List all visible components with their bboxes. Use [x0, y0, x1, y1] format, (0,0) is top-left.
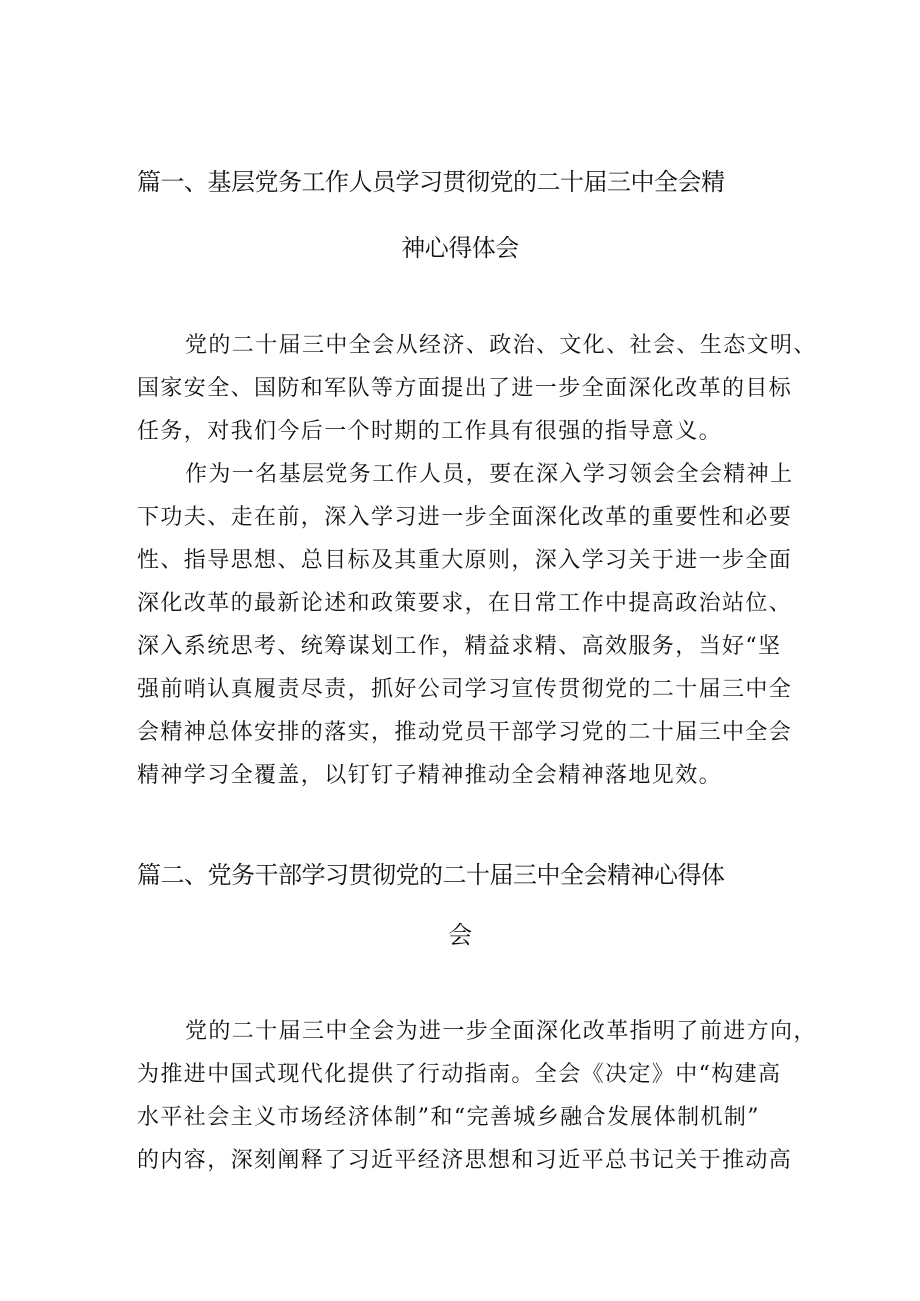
section-2-title-continued: 会: [448, 921, 472, 949]
paragraph-line: 为推进中国式现代化提供了行动指南。全会《决定》中“构建高: [137, 1062, 782, 1087]
section-1-title-continued: 神心得体会: [401, 234, 519, 262]
paragraph-line: 下功夫、走在前，深入学习进一步全面深化改革的重要性和必要: [137, 505, 793, 530]
paragraph-line: 作为一名基层党务工作人员，要在深入学习领会全会精神上: [185, 462, 794, 487]
paragraph-line: 水平社会主义市场经济体制”和“完善城乡融合发展体制机制”: [137, 1105, 760, 1130]
paragraph-line: 性、指导思想、总目标及其重大原则，深入学习关于进一步全面: [137, 548, 793, 573]
paragraph-line: 任务，对我们今后一个时期的工作具有很强的指导意义。: [137, 419, 723, 444]
paragraph-line: 国家安全、国防和军队等方面提出了进一步全面深化改革的目标: [137, 376, 793, 401]
paragraph-line: 深化改革的最新论述和政策要求，在日常工作中提高政治站位、: [137, 591, 793, 616]
section-2-title: 篇二、党务干部学习贯彻党的二十届三中全会精神心得体: [137, 861, 725, 889]
paragraph-line: 会精神总体安排的落实，推动党员干部学习党的二十届三中全会: [137, 720, 793, 745]
paragraph-line: 党的二十届三中全会为进一步全面深化改革指明了前进方向，: [185, 1019, 817, 1044]
paragraph-line: 强前哨认真履责尽责，抓好公司学习宣传贯彻党的二十届三中全: [137, 677, 793, 702]
paragraph-line: 精神学习全覆盖，以钉钉子精神推动全会精神落地见效。: [137, 763, 723, 788]
paragraph-line: 党的二十届三中全会从经济、政治、文化、社会、生态文明、: [185, 333, 817, 358]
paragraph-line: 深入系统思考、统筹谋划工作，精益求精、高效服务，当好“坚: [137, 634, 782, 659]
paragraph-line: 的内容，深刻阐释了习近平经济思想和习近平总书记关于推动高: [137, 1148, 793, 1173]
section-1-title: 篇一、基层党务工作人员学习贯彻党的二十届三中全会精: [137, 168, 725, 196]
